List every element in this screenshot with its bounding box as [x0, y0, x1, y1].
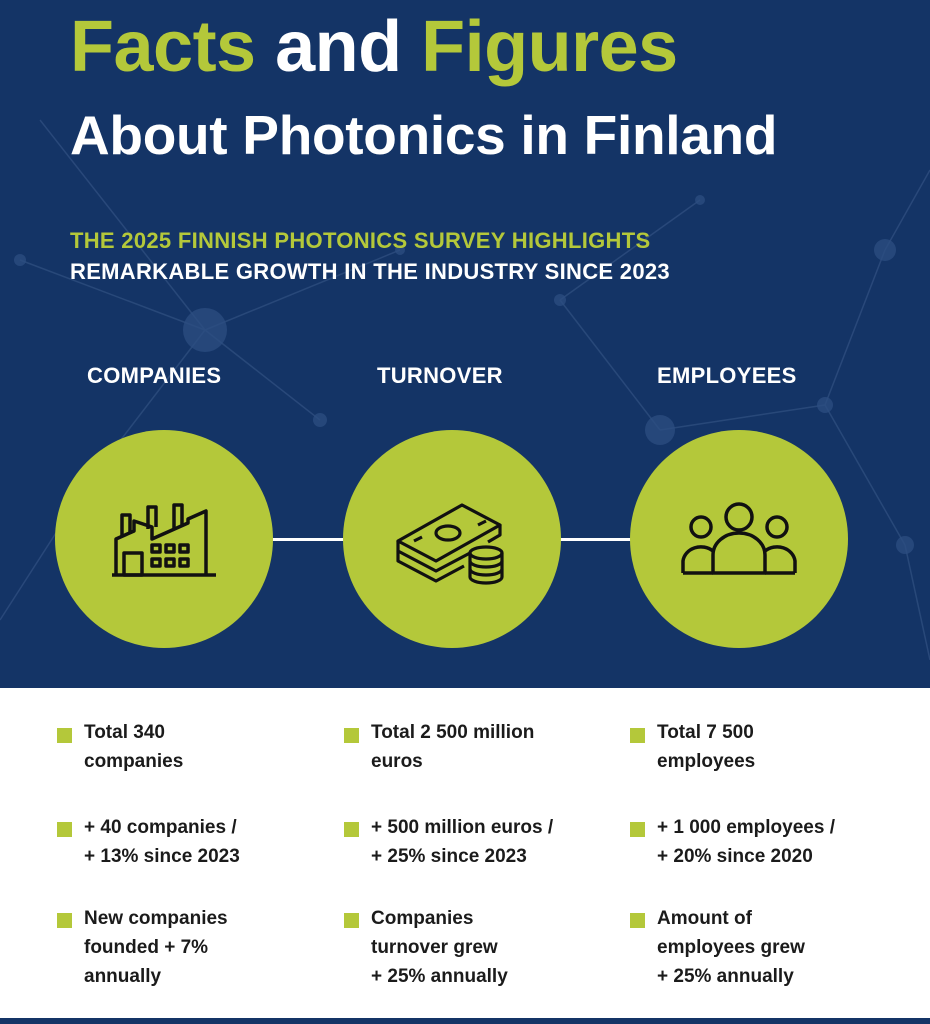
facts-section — [0, 688, 930, 1018]
title-word-facts: Facts — [70, 7, 256, 87]
title-word-figures: Figures — [421, 7, 678, 87]
fact-line: + 40 companies / — [84, 817, 237, 838]
bullet-square — [344, 822, 359, 837]
survey-subtitle — [70, 225, 670, 287]
bullet-square — [57, 728, 72, 743]
fact-line: New companies — [84, 908, 228, 929]
money-stack-icon — [392, 491, 512, 587]
title-word-and: and — [275, 7, 402, 87]
bullet-square — [344, 913, 359, 928]
fact-companies-founded — [84, 904, 324, 991]
people-group-icon — [679, 501, 799, 577]
employees-circle — [630, 430, 848, 648]
fact-line: euros — [371, 751, 423, 772]
subtitle-line1: THE 2025 FINNISH PHOTONICS SURVEY HIGHLIGHTS — [70, 228, 651, 253]
fact-line: + 25% annually — [657, 966, 794, 987]
heading-turnover: TURNOVER — [377, 363, 503, 388]
fact-line: Total 2 500 million — [371, 722, 535, 743]
companies-circle — [55, 430, 273, 648]
fact-line: employees grew — [657, 937, 805, 958]
fact-line: Total 7 500 — [657, 722, 754, 743]
bullet-square — [630, 913, 645, 928]
fact-line: Total 340 — [84, 722, 165, 743]
bullet-square — [344, 728, 359, 743]
fact-line: founded + 7% — [84, 937, 209, 958]
fact-employees-total — [657, 718, 897, 776]
fact-line: + 25% since 2023 — [371, 846, 527, 867]
fact-line: + 1 000 employees / — [657, 817, 835, 838]
bottom-divider — [0, 1018, 930, 1024]
fact-line: companies — [84, 751, 184, 772]
fact-employees-growth — [657, 813, 897, 871]
fact-line: + 500 million euros / — [371, 817, 554, 838]
fact-line: Companies — [371, 908, 474, 929]
fact-turnover-annual — [371, 904, 611, 991]
turnover-circle — [343, 430, 561, 648]
connector-line-2 — [558, 538, 634, 541]
fact-line: employees — [657, 751, 756, 772]
fact-companies-total — [84, 718, 324, 776]
connector-line-1 — [270, 538, 348, 541]
heading-employees: EMPLOYEES — [657, 363, 797, 388]
fact-line: Amount of — [657, 908, 752, 929]
bullet-square — [630, 822, 645, 837]
fact-employees-annual — [657, 904, 897, 991]
fact-turnover-total — [371, 718, 611, 776]
fact-turnover-growth — [371, 813, 611, 871]
page-title-line1 — [70, 8, 678, 87]
fact-companies-growth — [84, 813, 324, 871]
bullet-square — [630, 728, 645, 743]
fact-line: + 25% annually — [371, 966, 508, 987]
fact-line: annually — [84, 966, 162, 987]
heading-companies: COMPANIES — [87, 363, 222, 388]
page-title-line2: About Photonics in Finland — [70, 104, 778, 166]
fact-line: turnover grew — [371, 937, 498, 958]
fact-line: + 13% since 2023 — [84, 846, 240, 867]
bullet-square — [57, 913, 72, 928]
subtitle-line2: REMARKABLE GROWTH IN THE INDUSTRY SINCE 2023 — [70, 259, 670, 284]
factory-icon — [108, 499, 220, 579]
bullet-square — [57, 822, 72, 837]
fact-line: + 20% since 2020 — [657, 846, 813, 867]
